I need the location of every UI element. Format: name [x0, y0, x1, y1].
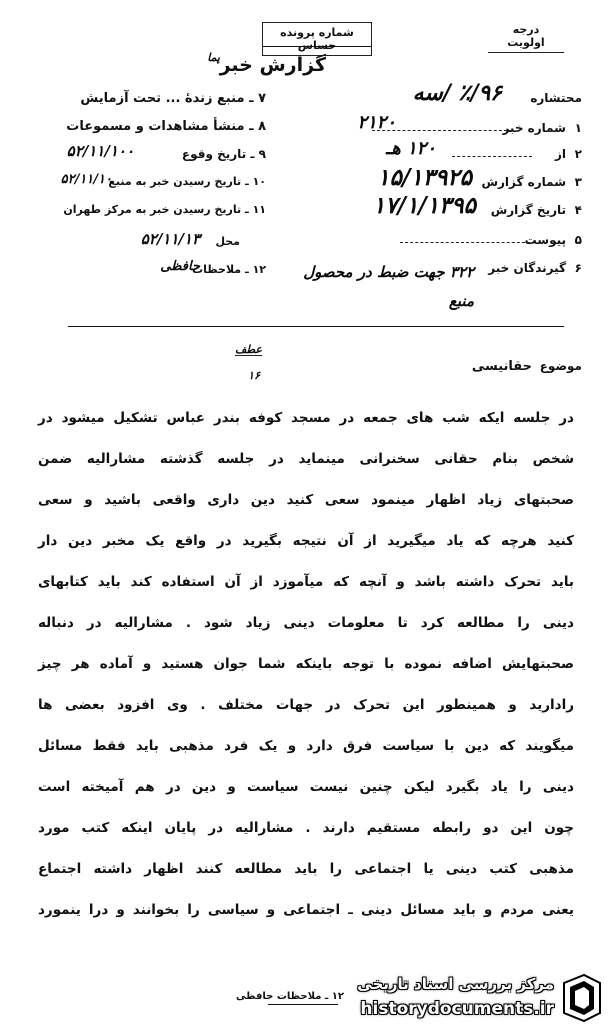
body-line: صحبتهای زیاد اظهار مینمود سعی کنید دین داری واقعی باشید و سعی [38, 492, 574, 508]
field-4-value: ۱۷/۱/۱۳۹۵ [372, 192, 476, 219]
center-header-label: شماره پرونده حساس [262, 22, 372, 56]
body-line: مذهبی کتب دینی یا اجتماعی را باید مطالعه کنند اظهار داشته اجتماع [38, 861, 574, 877]
field-5-num: ۵ [574, 233, 582, 247]
field-11: ۱۱ ـ تاریخ رسیدن خبر به مرکز طهران [63, 203, 266, 216]
subject-stamp-top: عطف [235, 343, 262, 356]
body-line: چون این دو رابطه مستقیم دارند . مشارالیه در پایان اینکه کتب مورد [38, 820, 574, 836]
field-2-num: ۲ [574, 147, 582, 161]
watermark-url: historydocuments.ir [360, 999, 554, 1019]
field-6-value: ۳۲۲ جهت ضبط در محصول منبع [303, 263, 474, 310]
field-8: ۸ ـ منشأ مشاهدات و مسموعات [66, 119, 266, 134]
report-title: گزارش خبر [219, 54, 326, 76]
watermark [331, 971, 604, 1027]
field-2-label: از [554, 147, 566, 161]
subject-label: موضوع [539, 359, 582, 373]
body-line: صحبتهایش اضافه نموده با توجه باینکه شما جوان هستید و آماده هر چیز [38, 656, 574, 672]
body-line: کنید هرچه که یاد میگیرید از آن نتیجه بگیرید در واقع یک مخبر دین دار [38, 533, 574, 549]
footer-remarks: ۱۲ ـ ملاحظات حافظی [236, 991, 344, 1002]
field-9-value: ۵۲/۱۱/۱۰۰ [66, 142, 134, 160]
body-line: باید تحرک داشته باشد و آنچه که میآموزد از آن استفاده کند باید کتابهای [38, 574, 574, 590]
body-line: در جلسه ایکه شب های جمعه در مسجد کوفه بندر عباس تشکیل میشود در [38, 410, 574, 426]
field-7-label: منبع زندهٔ ... تحت آزمایش [80, 91, 245, 106]
field-11b-value: ۵۲/۱۱/۱۳ [140, 230, 200, 248]
field-12-num: ۱۲ [252, 263, 266, 276]
header-underline-center [262, 46, 372, 47]
field-9: ۹ ـ تاریخ وقوع [181, 147, 266, 161]
body-line: دینی را یاد بگیرد لیکن چنین نیست سیاست و دین در هم آمیخته است [38, 779, 574, 795]
field-11-label: تاریخ رسیدن خبر به مرکز طهران [63, 203, 242, 216]
title-mark: پما [207, 51, 220, 64]
field-8-num: ۸ [258, 119, 266, 134]
footer-divider [268, 1004, 338, 1005]
field-5-dashes [400, 242, 530, 243]
footer-num: ۱۲ [331, 991, 344, 1002]
field-4-label: تاریخ گزارش [490, 203, 566, 217]
field-9-num: ۹ [258, 147, 266, 161]
field-1-label: شماره خبر [502, 121, 566, 135]
right-top-value: ۹۶/٪ /سه [412, 80, 502, 106]
header-divider [68, 326, 564, 327]
field-1-num: ۱ [574, 121, 582, 135]
field-10-value: ۵۲/۱۱/۱۰ [60, 172, 112, 187]
body-line: دینی را مطالعه کرد تا معلومات دینی زیاد شود . مشارالیه در دنباله [38, 615, 574, 631]
priority-label: درجه اولویت [488, 20, 564, 53]
field-7: ۷ ـ منبع زندهٔ ... تحت آزمایش [80, 91, 266, 106]
right-top-label: محتشاره [530, 91, 582, 105]
field-11-num: ۱۱ [252, 203, 266, 216]
body-line: یعنی مردم و باید مسائل دینی ـ اجتماعی و سیاسی را بخوانند و درا ینمورد [38, 902, 574, 918]
field-7-num: ۷ [258, 91, 266, 106]
field-11b-label: محل [215, 235, 240, 248]
footer-label: ملاحظات حافظی [236, 991, 322, 1002]
field-3-label: شماره گزارش [481, 175, 566, 189]
field-10-num: ۱۰ [252, 175, 266, 188]
field-9-label: تاریخ وقوع [181, 147, 247, 161]
subject-stamp-bottom: ۱۶ [248, 369, 260, 382]
field-5-label: پیوست [524, 233, 566, 247]
body-line: میگویند که دین با سیاست فرق دارد و یک فرد مذهبی باید فقط مسائل [38, 738, 574, 754]
field-12-value: حافظی [160, 259, 200, 274]
field-10: ۱۰ ـ تاریخ رسیدن خبر به منبع [108, 175, 266, 188]
watermark-logo-icon [560, 973, 604, 1023]
watermark-title: مرکز بررسی اسناد تاریخی [357, 975, 554, 993]
body-line: رادارید و همینطور این تحرک در جهات مختلف . وی افزود بعضی ها [38, 697, 574, 713]
field-6-num: ۶ [574, 261, 582, 275]
field-8-label: منشأ مشاهدات و مسموعات [66, 119, 245, 134]
field-12-label: ملاحظات [192, 263, 242, 276]
field-12: ۱۲ ـ ملاحظات [192, 263, 266, 276]
field-6-label: گیرندگان خبر [488, 261, 566, 275]
field-3-value: ۱۵/۱۳۹۲۵ [377, 164, 472, 191]
field-1-value: ۲۱۲۰ [357, 112, 396, 133]
field-4-num: ۴ [574, 203, 582, 217]
field-2-value: ۱۲۰ هـ [385, 138, 436, 159]
field-3-num: ۳ [574, 175, 582, 189]
body-line: شخص بنام حقانی سخنرانی مینماید در جلسه گذشته مشارالیه ضمن [38, 451, 574, 467]
field-10-label: تاریخ رسیدن خبر به منبع [108, 175, 242, 188]
field-2-dashes [452, 156, 532, 157]
subject-value: حقانیسی [471, 359, 532, 374]
